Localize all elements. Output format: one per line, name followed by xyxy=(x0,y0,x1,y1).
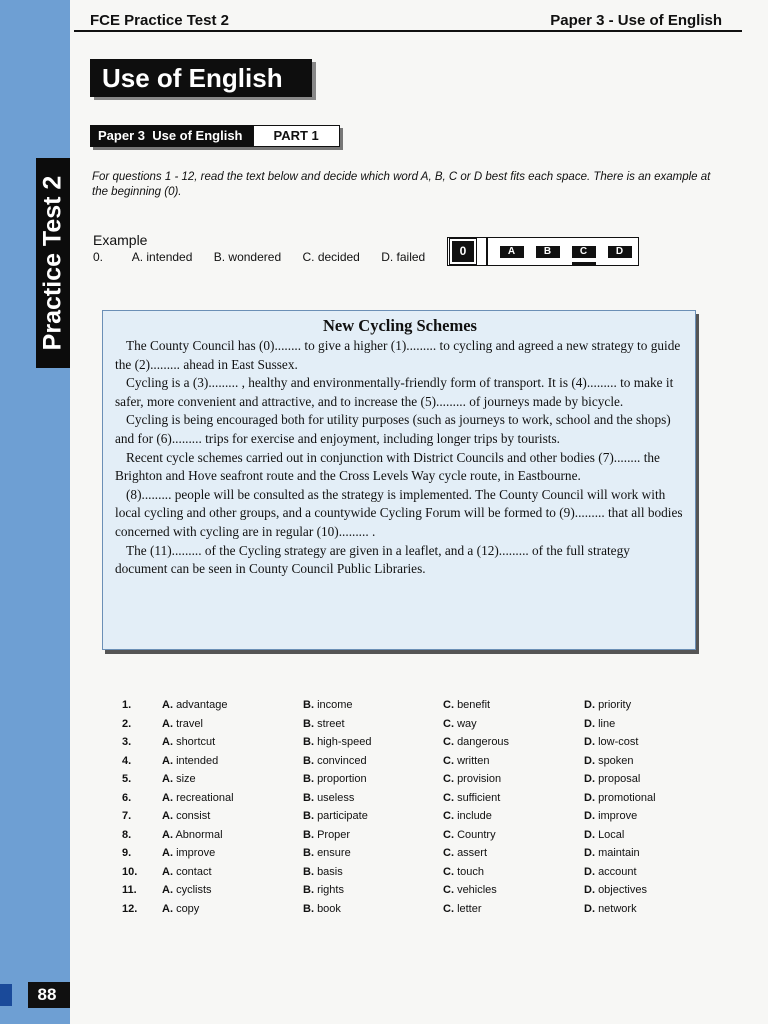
option-c: C. benefit xyxy=(443,699,491,711)
passage-paragraph: (8)......... people will be consulted as the strategy is implemented. The County Council will work with local cycling and other groups, and a countywide Cycling Forum will be formed to (9)......... that all bodies concerned with cycling are in regular (10)......... . xyxy=(115,486,683,539)
question-row xyxy=(0,884,768,902)
passage-paragraph: Cycling is a (3)......... , healthy and environmentally-friendly form of transport. It is (4)......... to make it safer, more convenient and attractive, and to increase the (5)......... of journeys made by bicycle. xyxy=(115,375,674,409)
question-row xyxy=(0,699,768,717)
passage-paragraph: The (11)......... of the Cycling strategy are given in a leaflet, and a (12)......... of the full strategy document can be seen in County Council Public Libraries. xyxy=(115,542,630,577)
sidebar-title: Practice Test 2 xyxy=(38,175,67,351)
option-b: B. street xyxy=(303,717,345,730)
question-number: 7. xyxy=(122,810,132,822)
option-a: A. advantage xyxy=(162,699,228,711)
answer-grid-divider xyxy=(486,238,488,265)
option-a: A. recreational xyxy=(162,791,234,804)
option-d: D. spoken xyxy=(584,754,634,767)
page-number-tab xyxy=(0,984,12,1006)
question-row xyxy=(0,810,768,828)
question-number: 8. xyxy=(122,828,132,841)
example-number: 0. xyxy=(93,250,104,264)
option-d: D. Local xyxy=(584,828,625,841)
question-number: 4. xyxy=(122,754,132,767)
option-c: C. Country xyxy=(443,828,496,841)
question-row xyxy=(0,736,768,754)
option-c: C. vehicles xyxy=(443,884,497,896)
option-c: C. way xyxy=(443,717,477,730)
option-b: B. rights xyxy=(303,884,344,896)
answer-grid-cell-c: C xyxy=(572,246,596,258)
option-a: A. travel xyxy=(162,717,203,730)
question-number: 1. xyxy=(122,699,132,711)
example-option-a: A. intended xyxy=(131,250,193,264)
answer-grid-number: 0 xyxy=(452,241,474,262)
question-row xyxy=(0,773,768,791)
passage-paragraph: Recent cycle schemes carried out in conjunction with District Councils and other bodies (7)........ the Brighton and Hove seafront route and the Cross Levels Way cycle route, in Eastbourne. xyxy=(115,449,660,484)
option-c: C. assert xyxy=(443,847,488,859)
question-number: 3. xyxy=(122,736,132,748)
option-a: A. Abnormal xyxy=(162,828,223,841)
option-d: D. network xyxy=(584,902,637,915)
option-b: B. proportion xyxy=(303,773,367,785)
option-a: A. improve xyxy=(162,847,216,859)
option-c: C. sufficient xyxy=(443,791,501,804)
option-b: B. high-speed xyxy=(303,736,372,748)
option-a: A. contact xyxy=(162,865,212,878)
option-a: A. copy xyxy=(162,902,200,915)
option-d: D. account xyxy=(584,865,637,878)
passage-paragraph: Cycling is being encouraged both for utility purposes (such as journeys to work, school and the shops) and for (6)......... trips for exercise and enjoyment, including longer trips by tourists. xyxy=(115,412,671,446)
header-right: Paper 3 - Use of English xyxy=(550,12,722,29)
option-b: B. book xyxy=(303,902,341,915)
option-c: C. letter xyxy=(443,902,482,915)
example-answer-grid xyxy=(447,237,639,266)
option-d: D. maintain xyxy=(584,847,640,859)
question-row xyxy=(0,866,768,884)
passage-box xyxy=(102,310,696,650)
example-option-d: D. failed xyxy=(381,250,426,264)
question-number: 6. xyxy=(122,791,132,804)
header-rule xyxy=(74,30,742,32)
option-b: B. useless xyxy=(303,791,355,804)
option-d: D. low-cost xyxy=(584,736,639,748)
question-number: 11. xyxy=(122,884,137,896)
part-label xyxy=(90,125,340,147)
answer-grid-cell-d: D xyxy=(608,246,632,258)
option-c: C. dangerous xyxy=(443,736,510,748)
question-row xyxy=(0,847,768,865)
example-label: Example xyxy=(93,232,148,248)
option-b: B. ensure xyxy=(303,847,351,859)
part-number: PART 1 xyxy=(253,125,340,147)
page-number: 88 xyxy=(37,985,57,1004)
option-a: A. intended xyxy=(162,754,219,767)
option-d: D. improve xyxy=(584,810,638,822)
option-d: D. objectives xyxy=(584,884,647,896)
option-b: B. income xyxy=(303,699,353,711)
question-number: 5. xyxy=(122,773,132,785)
question-number: 9. xyxy=(122,847,132,859)
example-option-b: B. wondered xyxy=(213,250,282,264)
question-number: 10. xyxy=(122,865,138,878)
answer-grid-cell-a: A xyxy=(500,246,524,258)
option-b: B. Proper xyxy=(303,828,351,841)
page-title: Use of English xyxy=(90,59,312,97)
paper-label: Paper 3 Use of English xyxy=(90,125,253,147)
question-row xyxy=(0,903,768,921)
header-left: FCE Practice Test 2 xyxy=(90,12,229,29)
option-b: B. participate xyxy=(303,810,368,822)
example-options xyxy=(93,250,443,264)
example-option-c: C. decided xyxy=(302,250,360,264)
passage-paragraph: The County Council has (0)........ to give a higher (1)......... to cycling and agreed a new strategy to guide the (2)......... ahead in East Sussex. xyxy=(115,338,681,372)
passage-title: New Cycling Schemes xyxy=(323,316,477,335)
option-c: C. include xyxy=(443,810,492,822)
question-row xyxy=(0,792,768,810)
option-d: D. promotional xyxy=(584,791,656,804)
option-c: C. touch xyxy=(443,865,484,878)
option-a: A. cyclists xyxy=(162,884,212,896)
question-row xyxy=(0,718,768,736)
answer-grid-cell-b: B xyxy=(536,246,560,258)
option-d: D. priority xyxy=(584,699,632,711)
option-a: A. size xyxy=(162,773,196,785)
question-row xyxy=(0,755,768,773)
question-number: 12. xyxy=(122,902,138,915)
option-d: D. line xyxy=(584,717,616,730)
option-a: A. shortcut xyxy=(162,736,216,748)
question-row xyxy=(0,829,768,847)
option-a: A. consist xyxy=(162,810,211,822)
option-b: B. convinced xyxy=(303,754,367,767)
option-d: D. proposal xyxy=(584,773,641,785)
instructions: For questions 1 - 12, read the text below and decide which word A, B, C or D best fits each space. There is an example at the beginning (0). xyxy=(92,171,711,198)
option-b: B. basis xyxy=(303,865,343,878)
question-number: 2. xyxy=(122,717,132,730)
option-c: C. written xyxy=(443,754,490,767)
option-c: C. provision xyxy=(443,773,502,785)
